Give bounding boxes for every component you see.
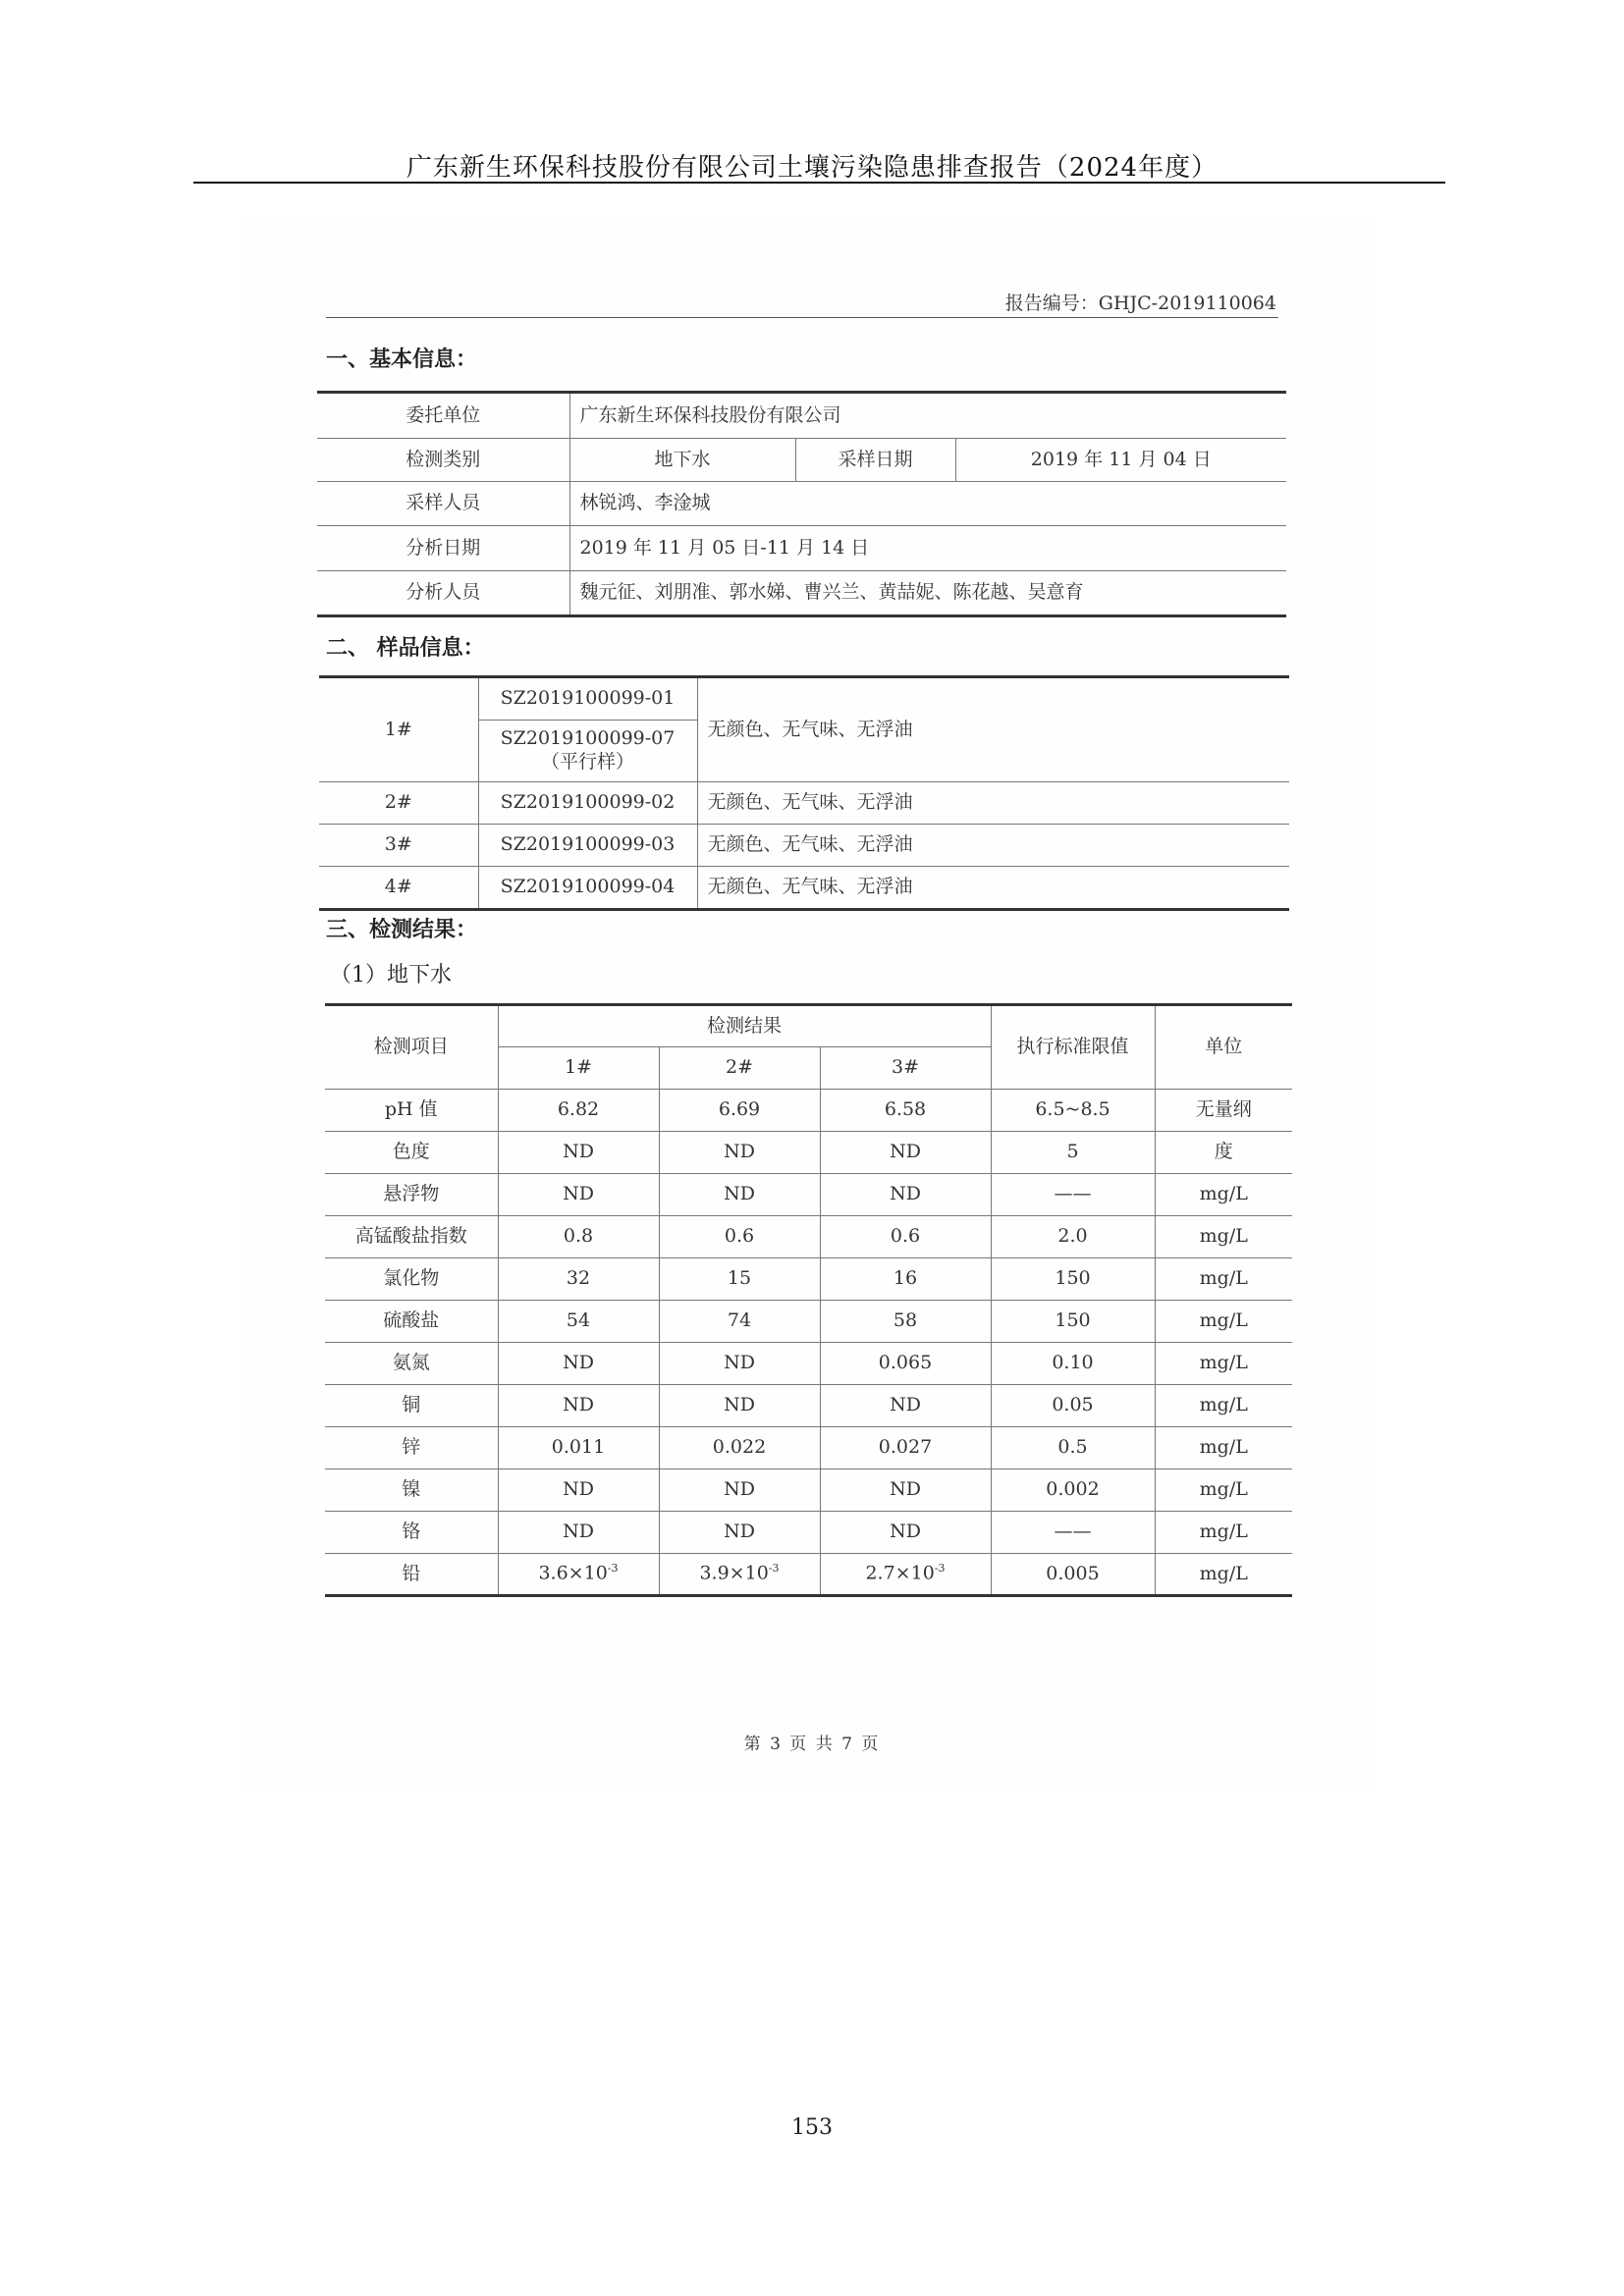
result-value-2-text: ND — [724, 1352, 755, 1374]
result-unit-text: mg/L — [1199, 1478, 1248, 1501]
result-unit-text: mg/L — [1199, 1267, 1248, 1290]
result-limit-text: 0.005 — [1046, 1562, 1100, 1584]
result-value-2 — [659, 1216, 820, 1258]
result-limit — [991, 1512, 1155, 1554]
result-value-1-exponent: -3 — [607, 1562, 619, 1575]
result-value-3 — [820, 1301, 991, 1343]
result-limit — [991, 1385, 1155, 1427]
result-limit — [991, 1554, 1155, 1596]
result-value-1-text: 6.82 — [557, 1098, 600, 1121]
result-item-text: 硫酸盐 — [383, 1309, 440, 1332]
result-limit-text: 0.10 — [1052, 1352, 1094, 1374]
result-item-text: 镍 — [402, 1478, 421, 1501]
sample-description: 无颜色、无气味、无浮油 — [697, 867, 1289, 910]
parallel-code: SZ2019100099-07 — [500, 727, 676, 750]
result-row — [325, 1343, 1292, 1385]
result-unit — [1155, 1554, 1292, 1596]
result-value-1-text: 3.6×10 — [538, 1562, 608, 1584]
result-unit-text: mg/L — [1199, 1225, 1248, 1248]
result-limit — [991, 1469, 1155, 1512]
result-unit — [1155, 1174, 1292, 1216]
result-value-1 — [498, 1174, 659, 1216]
result-value-3-exponent: -3 — [934, 1562, 946, 1575]
result-value-2 — [659, 1512, 820, 1554]
result-value-2-text: 0.022 — [712, 1436, 767, 1459]
result-row — [325, 1512, 1292, 1554]
result-item — [325, 1090, 498, 1132]
sample-code: SZ2019100099-03 — [478, 825, 697, 867]
result-value-3-text: ND — [890, 1521, 921, 1543]
result-item-text: 高锰酸盐指数 — [354, 1225, 467, 1248]
report-number: 报告编号：GHJC-2019110064 — [1004, 293, 1276, 314]
client-label: 委托单位 — [317, 393, 569, 439]
result-unit — [1155, 1258, 1292, 1301]
result-value-3 — [820, 1343, 991, 1385]
basic-info-table — [317, 391, 1286, 617]
result-value-2-text: 0.6 — [724, 1225, 755, 1248]
result-value-1 — [498, 1301, 659, 1343]
result-value-1-text: 0.8 — [563, 1225, 594, 1248]
result-value-2 — [659, 1427, 820, 1469]
result-row — [325, 1090, 1292, 1132]
sample-info-table — [319, 675, 1289, 911]
result-unit — [1155, 1301, 1292, 1343]
header-unit: 单位 — [1155, 1005, 1292, 1090]
result-value-1-text: ND — [563, 1521, 594, 1543]
result-value-3-text: ND — [890, 1183, 921, 1205]
result-limit-text: 0.5 — [1057, 1436, 1088, 1459]
result-row — [325, 1258, 1292, 1301]
report-rule — [326, 317, 1278, 318]
result-item — [325, 1132, 498, 1174]
result-limit-text: —— — [1054, 1521, 1092, 1543]
result-value-1-text: 32 — [566, 1267, 591, 1290]
result-unit — [1155, 1216, 1292, 1258]
result-unit — [1155, 1427, 1292, 1469]
result-unit-text: mg/L — [1199, 1521, 1248, 1543]
result-limit — [991, 1216, 1155, 1258]
sample-code-parallel — [478, 721, 697, 782]
result-item-text: 色度 — [392, 1141, 430, 1163]
result-unit-text: mg/L — [1199, 1309, 1248, 1332]
result-value-3 — [820, 1512, 991, 1554]
result-value-3-text: 58 — [893, 1309, 918, 1332]
result-value-3 — [820, 1132, 991, 1174]
result-unit-text: 度 — [1214, 1141, 1233, 1163]
analyst-label: 分析人员 — [317, 571, 569, 616]
result-item-text: 悬浮物 — [383, 1183, 440, 1205]
result-value-1 — [498, 1469, 659, 1512]
result-limit-text: —— — [1054, 1183, 1092, 1205]
result-limit — [991, 1427, 1155, 1469]
header-rule — [193, 182, 1445, 184]
sample-point: 4# — [319, 867, 478, 910]
result-value-2-text: ND — [724, 1394, 755, 1416]
result-value-3 — [820, 1216, 991, 1258]
result-value-3 — [820, 1090, 991, 1132]
result-limit-text: 5 — [1066, 1141, 1079, 1163]
sampler-value: 林锐鸿、李淦城 — [569, 482, 1286, 526]
result-value-1 — [498, 1132, 659, 1174]
analyst-value: 魏元征、刘朋准、郭水娣、曹兴兰、黄喆妮、陈花越、吴意育 — [569, 571, 1286, 616]
result-limit-text: 150 — [1055, 1267, 1091, 1290]
result-value-1 — [498, 1343, 659, 1385]
result-value-2 — [659, 1301, 820, 1343]
result-item — [325, 1174, 498, 1216]
result-unit — [1155, 1469, 1292, 1512]
result-row — [325, 1216, 1292, 1258]
result-value-1 — [498, 1216, 659, 1258]
result-item — [325, 1512, 498, 1554]
sample-point: 1# — [319, 677, 478, 782]
result-item-text: pH 值 — [384, 1098, 438, 1121]
result-unit-text: mg/L — [1199, 1183, 1248, 1205]
client-value: 广东新生环保科技股份有限公司 — [569, 393, 1286, 439]
result-value-3 — [820, 1385, 991, 1427]
result-value-1 — [498, 1512, 659, 1554]
result-value-2 — [659, 1090, 820, 1132]
result-value-3 — [820, 1258, 991, 1301]
result-unit-text: mg/L — [1199, 1562, 1248, 1584]
result-row — [325, 1174, 1292, 1216]
result-value-1-text: ND — [563, 1394, 594, 1416]
result-row — [325, 1427, 1292, 1469]
result-value-2 — [659, 1132, 820, 1174]
header-point-3: 3# — [820, 1047, 991, 1090]
sample-point: 3# — [319, 825, 478, 867]
result-value-1 — [498, 1554, 659, 1596]
section3-title: 三、检测结果： — [326, 918, 478, 942]
sample-description: 无颜色、无气味、无浮油 — [697, 677, 1289, 782]
result-unit — [1155, 1343, 1292, 1385]
sampler-label: 采样人员 — [317, 482, 569, 526]
result-limit-text: 6.5~8.5 — [1035, 1098, 1110, 1121]
sample-description: 无颜色、无气味、无浮油 — [697, 825, 1289, 867]
result-unit — [1155, 1512, 1292, 1554]
result-unit — [1155, 1090, 1292, 1132]
result-value-2 — [659, 1174, 820, 1216]
type-label: 检测类别 — [317, 439, 569, 482]
result-item — [325, 1385, 498, 1427]
result-value-2 — [659, 1343, 820, 1385]
result-unit — [1155, 1132, 1292, 1174]
result-item-text: 铬 — [402, 1521, 421, 1543]
section1-title: 一、基本信息： — [326, 347, 478, 372]
result-value-1-text: 54 — [566, 1309, 591, 1332]
header-item: 检测项目 — [325, 1005, 498, 1090]
result-limit-text: 0.05 — [1052, 1394, 1094, 1416]
result-value-3-text: 0.065 — [878, 1352, 933, 1374]
sample-code: SZ2019100099-01 — [478, 677, 697, 721]
result-value-2-text: 3.9×10 — [699, 1562, 769, 1584]
header-point-2: 2# — [659, 1047, 820, 1090]
result-unit-text: mg/L — [1199, 1352, 1248, 1374]
result-row — [325, 1132, 1292, 1174]
result-value-2-text: ND — [724, 1183, 755, 1205]
result-item-text: 铅 — [402, 1562, 421, 1584]
result-unit — [1155, 1385, 1292, 1427]
result-value-3 — [820, 1427, 991, 1469]
result-value-1-text: ND — [563, 1183, 594, 1205]
sample-code: SZ2019100099-02 — [478, 782, 697, 825]
result-value-2 — [659, 1469, 820, 1512]
type-value: 地下水 — [569, 439, 795, 482]
result-item-text: 氯化物 — [383, 1267, 440, 1290]
result-item-text: 锌 — [402, 1436, 421, 1459]
result-item — [325, 1554, 498, 1596]
sample-point: 2# — [319, 782, 478, 825]
analysis-date-label: 分析日期 — [317, 526, 569, 571]
result-limit — [991, 1174, 1155, 1216]
header-result: 检测结果 — [498, 1005, 991, 1047]
result-value-2-text: 6.69 — [718, 1098, 761, 1121]
section2-title: 二、 样品信息： — [326, 636, 485, 661]
result-row — [325, 1469, 1292, 1512]
result-value-2 — [659, 1385, 820, 1427]
sample-code: SZ2019100099-04 — [478, 867, 697, 910]
result-value-1-text: ND — [563, 1352, 594, 1374]
result-value-2-text: ND — [724, 1478, 755, 1501]
result-limit — [991, 1258, 1155, 1301]
result-unit-text: 无量纲 — [1195, 1098, 1252, 1121]
result-unit-text: mg/L — [1199, 1394, 1248, 1416]
result-value-3 — [820, 1174, 991, 1216]
result-limit — [991, 1301, 1155, 1343]
result-item — [325, 1469, 498, 1512]
result-value-3 — [820, 1554, 991, 1596]
parallel-note: （平行样） — [540, 751, 634, 773]
sample-date-label: 采样日期 — [795, 439, 955, 482]
result-row — [325, 1385, 1292, 1427]
result-limit-text: 0.002 — [1046, 1478, 1100, 1501]
result-value-2 — [659, 1554, 820, 1596]
result-value-3-text: 16 — [893, 1267, 918, 1290]
result-value-2-text: ND — [724, 1141, 755, 1163]
page-number: 153 — [791, 2115, 833, 2140]
result-item-text: 氨氮 — [392, 1352, 430, 1374]
result-value-3-text: ND — [890, 1478, 921, 1501]
header-limit: 执行标准限值 — [991, 1005, 1155, 1090]
result-row — [325, 1554, 1292, 1596]
result-item — [325, 1427, 498, 1469]
result-value-1-text: ND — [563, 1141, 594, 1163]
result-value-3-text: 0.027 — [878, 1436, 933, 1459]
result-item-text: 铜 — [402, 1394, 421, 1416]
result-value-2-text: ND — [724, 1521, 755, 1543]
result-value-3 — [820, 1469, 991, 1512]
result-value-1-text: ND — [563, 1478, 594, 1501]
result-limit-text: 2.0 — [1057, 1225, 1088, 1248]
result-value-2-exponent: -3 — [768, 1562, 780, 1575]
result-value-3-text: 2.7×10 — [865, 1562, 935, 1584]
result-value-3-text: ND — [890, 1394, 921, 1416]
document-header-title: 广东新生环保科技股份有限公司土壤污染隐患排查报告（2024年度） — [406, 153, 1218, 183]
section3-subtitle: （1）地下水 — [330, 963, 452, 988]
result-value-3-text: ND — [890, 1141, 921, 1163]
result-item — [325, 1343, 498, 1385]
result-value-2-text: 74 — [727, 1309, 752, 1332]
result-value-1 — [498, 1090, 659, 1132]
result-value-1 — [498, 1427, 659, 1469]
result-value-1 — [498, 1258, 659, 1301]
result-item — [325, 1258, 498, 1301]
result-value-3-text: 6.58 — [884, 1098, 927, 1121]
analysis-date-value: 2019 年 11 月 05 日-11 月 14 日 — [569, 526, 1286, 571]
result-value-1 — [498, 1385, 659, 1427]
results-table — [325, 1003, 1292, 1597]
result-limit — [991, 1090, 1155, 1132]
result-value-2-text: 15 — [727, 1267, 752, 1290]
result-item — [325, 1216, 498, 1258]
header-point-1: 1# — [498, 1047, 659, 1090]
result-unit-text: mg/L — [1199, 1436, 1248, 1459]
result-value-1-text: 0.011 — [551, 1436, 606, 1459]
page-info: 第 3 页 共 7 页 — [743, 1735, 881, 1754]
result-item — [325, 1301, 498, 1343]
result-value-3-text: 0.6 — [890, 1225, 921, 1248]
sample-date-value: 2019 年 11 月 04 日 — [955, 439, 1286, 482]
result-limit — [991, 1132, 1155, 1174]
result-limit-text: 150 — [1055, 1309, 1091, 1332]
result-value-2 — [659, 1258, 820, 1301]
sample-description: 无颜色、无气味、无浮油 — [697, 782, 1289, 825]
result-row — [325, 1301, 1292, 1343]
result-limit — [991, 1343, 1155, 1385]
